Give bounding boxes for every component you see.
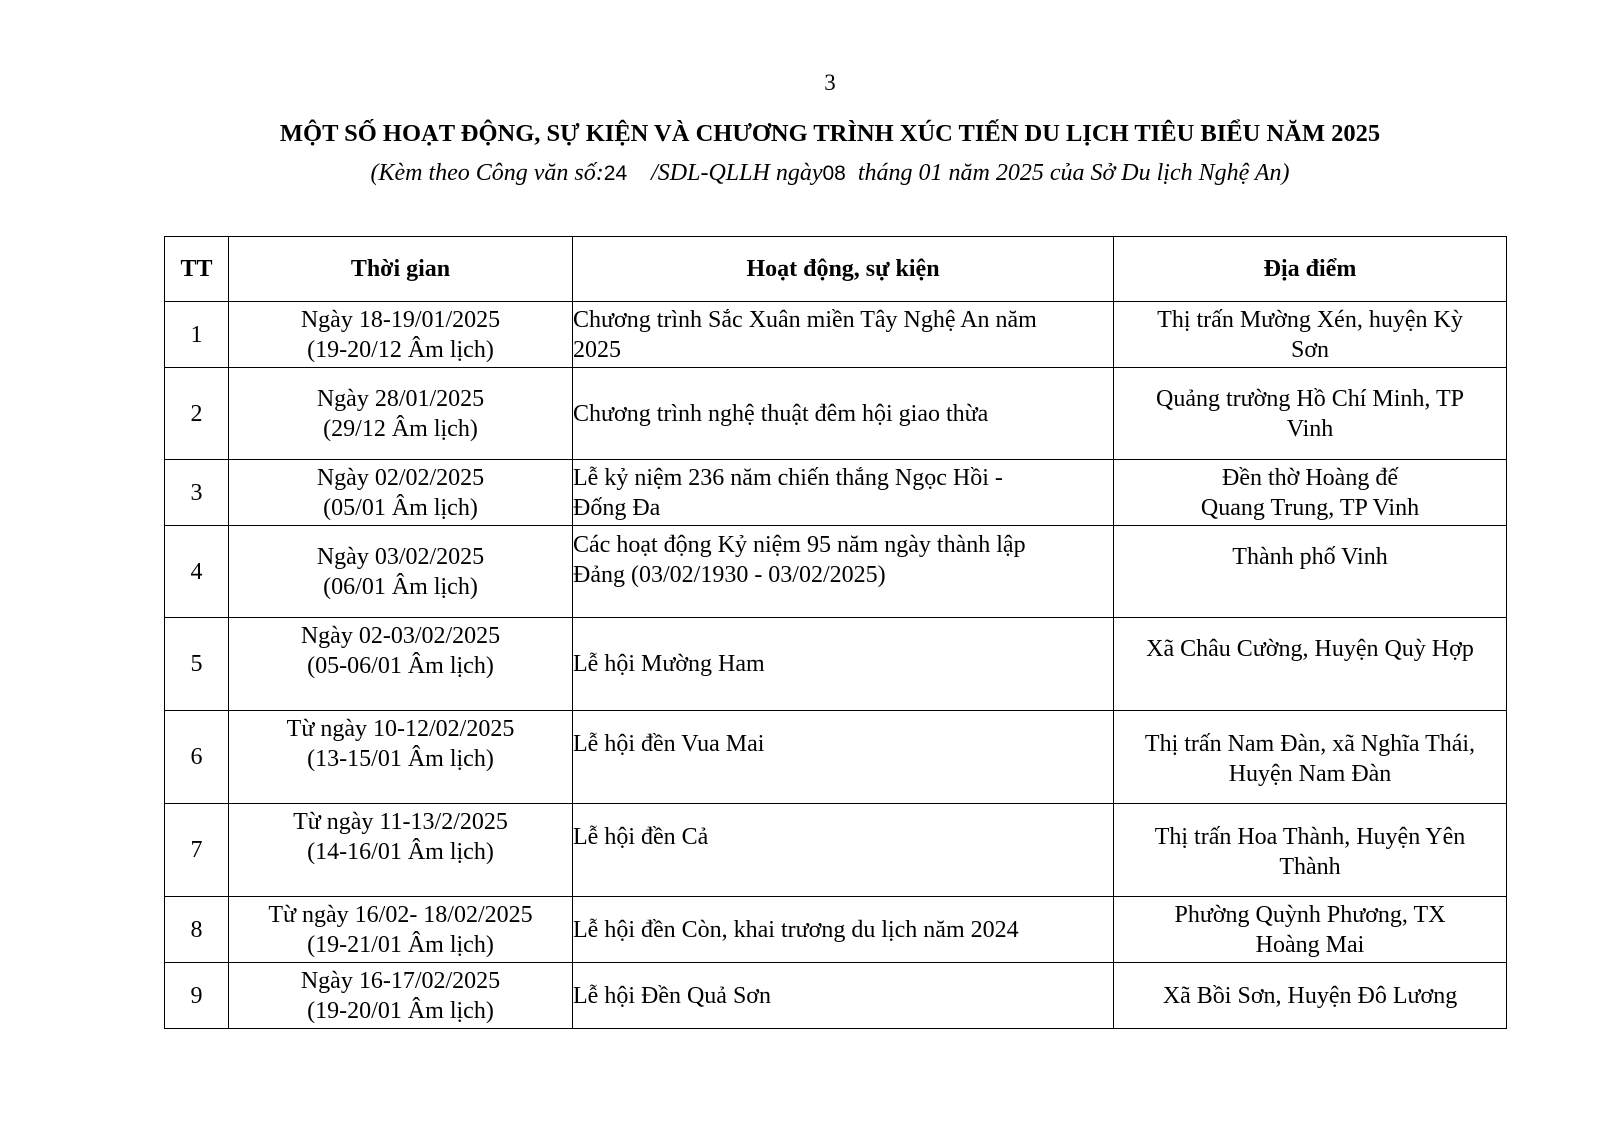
table-row xyxy=(165,302,1507,368)
table-header-row xyxy=(165,237,1507,302)
event-line-2: Đảng (03/02/1930 - 03/02/2025) xyxy=(573,562,886,588)
time-line-1: Ngày 02/02/2025 xyxy=(316,464,485,491)
row-event xyxy=(573,618,1114,711)
table-row xyxy=(165,711,1507,804)
row-place xyxy=(1114,302,1507,368)
row-event xyxy=(573,963,1114,1029)
row-number: 3 xyxy=(165,460,229,526)
row-time xyxy=(229,963,573,1029)
event-line-1: Lễ hội đền Còn, khai trương du lịch năm 2024 xyxy=(573,916,1019,943)
table-row xyxy=(165,804,1507,897)
time-line-2: (19-20/12 Âm lịch) xyxy=(307,336,494,363)
time-line-2: (13-15/01 Âm lịch) xyxy=(307,746,494,772)
row-place xyxy=(1114,460,1507,526)
time-line-1: Từ ngày 11-13/2/2025 xyxy=(293,809,508,835)
row-event xyxy=(573,711,1114,804)
event-line-2: Đống Đa xyxy=(573,494,661,521)
time-line-1: Ngày 18-19/01/2025 xyxy=(300,306,501,333)
row-time xyxy=(229,897,573,963)
row-number: 1 xyxy=(165,302,229,368)
place-line-2: Huyện Nam Đàn xyxy=(1228,761,1392,787)
table-row xyxy=(165,963,1507,1029)
row-place xyxy=(1114,804,1507,897)
place-line-1: Xã Bồi Sơn, Huyện Đô Lương xyxy=(1162,982,1458,1009)
row-number: 4 xyxy=(165,526,229,618)
event-line-1: Lễ hội đền Cả xyxy=(573,824,709,850)
subtitle-day: 08 xyxy=(822,162,846,185)
row-event xyxy=(573,526,1114,618)
row-time xyxy=(229,302,573,368)
place-line-2: Vinh xyxy=(1286,415,1334,442)
event-line-1: Chương trình Sắc Xuân miền Tây Nghệ An năm xyxy=(573,306,1037,333)
header-place: Địa điểm xyxy=(1114,237,1507,302)
place-line-2: Hoàng Mai xyxy=(1255,931,1365,958)
subtitle-part2: /SDL-QLLH ngày xyxy=(651,160,823,186)
time-line-1: Từ ngày 16/02- 18/02/2025 xyxy=(268,901,533,928)
row-number: 7 xyxy=(165,804,229,897)
place-line-2: Sơn xyxy=(1290,336,1330,363)
row-place xyxy=(1114,618,1507,711)
event-line-1: Các hoạt động Kỷ niệm 95 năm ngày thành lập xyxy=(573,532,1026,558)
row-number: 8 xyxy=(165,897,229,963)
row-time xyxy=(229,618,573,711)
row-time xyxy=(229,460,573,526)
subtitle-doc-number: 24 xyxy=(603,162,628,185)
row-time xyxy=(229,368,573,460)
row-place xyxy=(1114,963,1507,1029)
event-line-1: Lễ hội Mường Ham xyxy=(573,651,765,677)
subtitle-part1: (Kèm theo Công văn số: xyxy=(370,160,604,186)
document-title: MỘT SỐ HOẠT ĐỘNG, SỰ KIỆN VÀ CHƯƠNG TRÌNH XÚC TIẾN DU LỊCH TIÊU BIỂU NĂM 2025 xyxy=(279,120,1381,147)
time-line-2: (19-20/01 Âm lịch) xyxy=(307,997,494,1024)
table-row xyxy=(165,897,1507,963)
place-line-1: Xã Châu Cường, Huyện Quỳ Hợp xyxy=(1146,636,1474,662)
time-line-2: (05/01 Âm lịch) xyxy=(323,494,478,521)
place-line-1: Thị trấn Nam Đàn, xã Nghĩa Thái, xyxy=(1144,731,1476,757)
time-line-1: Ngày 28/01/2025 xyxy=(316,385,485,412)
place-line-1: Đền thờ Hoàng đế xyxy=(1222,464,1398,491)
time-line-2: (05-06/01 Âm lịch) xyxy=(307,653,494,679)
row-number: 2 xyxy=(165,368,229,460)
row-event xyxy=(573,460,1114,526)
table-row xyxy=(165,526,1507,618)
time-line-2: (19-21/01 Âm lịch) xyxy=(307,931,494,958)
header-tt: TT xyxy=(165,237,229,302)
place-line-2: Quang Trung, TP Vinh xyxy=(1200,494,1420,521)
time-line-1: Ngày 03/02/2025 xyxy=(316,543,485,570)
page-number: 3 xyxy=(824,70,836,95)
event-line-2: 2025 xyxy=(573,336,621,363)
place-line-1: Phường Quỳnh Phương, TX xyxy=(1174,901,1446,928)
row-time xyxy=(229,526,573,618)
event-line-1: Lễ kỷ niệm 236 năm chiến thắng Ngọc Hồi - xyxy=(573,464,1003,491)
table-row xyxy=(165,368,1507,460)
time-line-1: Từ ngày 10-12/02/2025 xyxy=(286,716,515,742)
row-time xyxy=(229,711,573,804)
row-time xyxy=(229,804,573,897)
place-line-1: Thị trấn Hoa Thành, Huyện Yên xyxy=(1154,824,1466,850)
row-place xyxy=(1114,897,1507,963)
row-event xyxy=(573,804,1114,897)
header-event: Hoạt động, sự kiện xyxy=(573,237,1114,302)
table-row xyxy=(165,460,1507,526)
document-subtitle xyxy=(0,160,1600,187)
subtitle-part3: tháng 01 năm 2025 của Sở Du lịch Nghệ An) xyxy=(857,160,1290,186)
row-place xyxy=(1114,368,1507,460)
event-line-1: Chương trình nghệ thuật đêm hội giao thừa xyxy=(573,400,989,427)
place-line-2: Thành xyxy=(1279,854,1341,880)
time-line-1: Ngày 02-03/02/2025 xyxy=(300,623,501,649)
place-line-1: Thị trấn Mường Xén, huyện Kỳ xyxy=(1157,306,1463,333)
event-line-1: Lễ hội Đền Quả Sơn xyxy=(573,982,771,1009)
row-event xyxy=(573,368,1114,460)
time-line-2: (29/12 Âm lịch) xyxy=(323,415,478,442)
time-line-1: Ngày 16-17/02/2025 xyxy=(300,967,501,994)
row-number: 5 xyxy=(165,618,229,711)
row-event xyxy=(573,897,1114,963)
row-event xyxy=(573,302,1114,368)
events-table xyxy=(164,236,1507,1029)
event-line-1: Lễ hội đền Vua Mai xyxy=(573,731,765,757)
table-row xyxy=(165,618,1507,711)
row-place xyxy=(1114,711,1507,804)
place-line-1: Quảng trường Hồ Chí Minh, TP xyxy=(1156,385,1464,412)
row-number: 6 xyxy=(165,711,229,804)
time-line-2: (14-16/01 Âm lịch) xyxy=(307,839,494,865)
time-line-2: (06/01 Âm lịch) xyxy=(323,573,478,600)
place-line-1: Thành phố Vinh xyxy=(1232,544,1388,570)
row-place xyxy=(1114,526,1507,618)
row-number: 9 xyxy=(165,963,229,1029)
header-time: Thời gian xyxy=(229,237,573,302)
